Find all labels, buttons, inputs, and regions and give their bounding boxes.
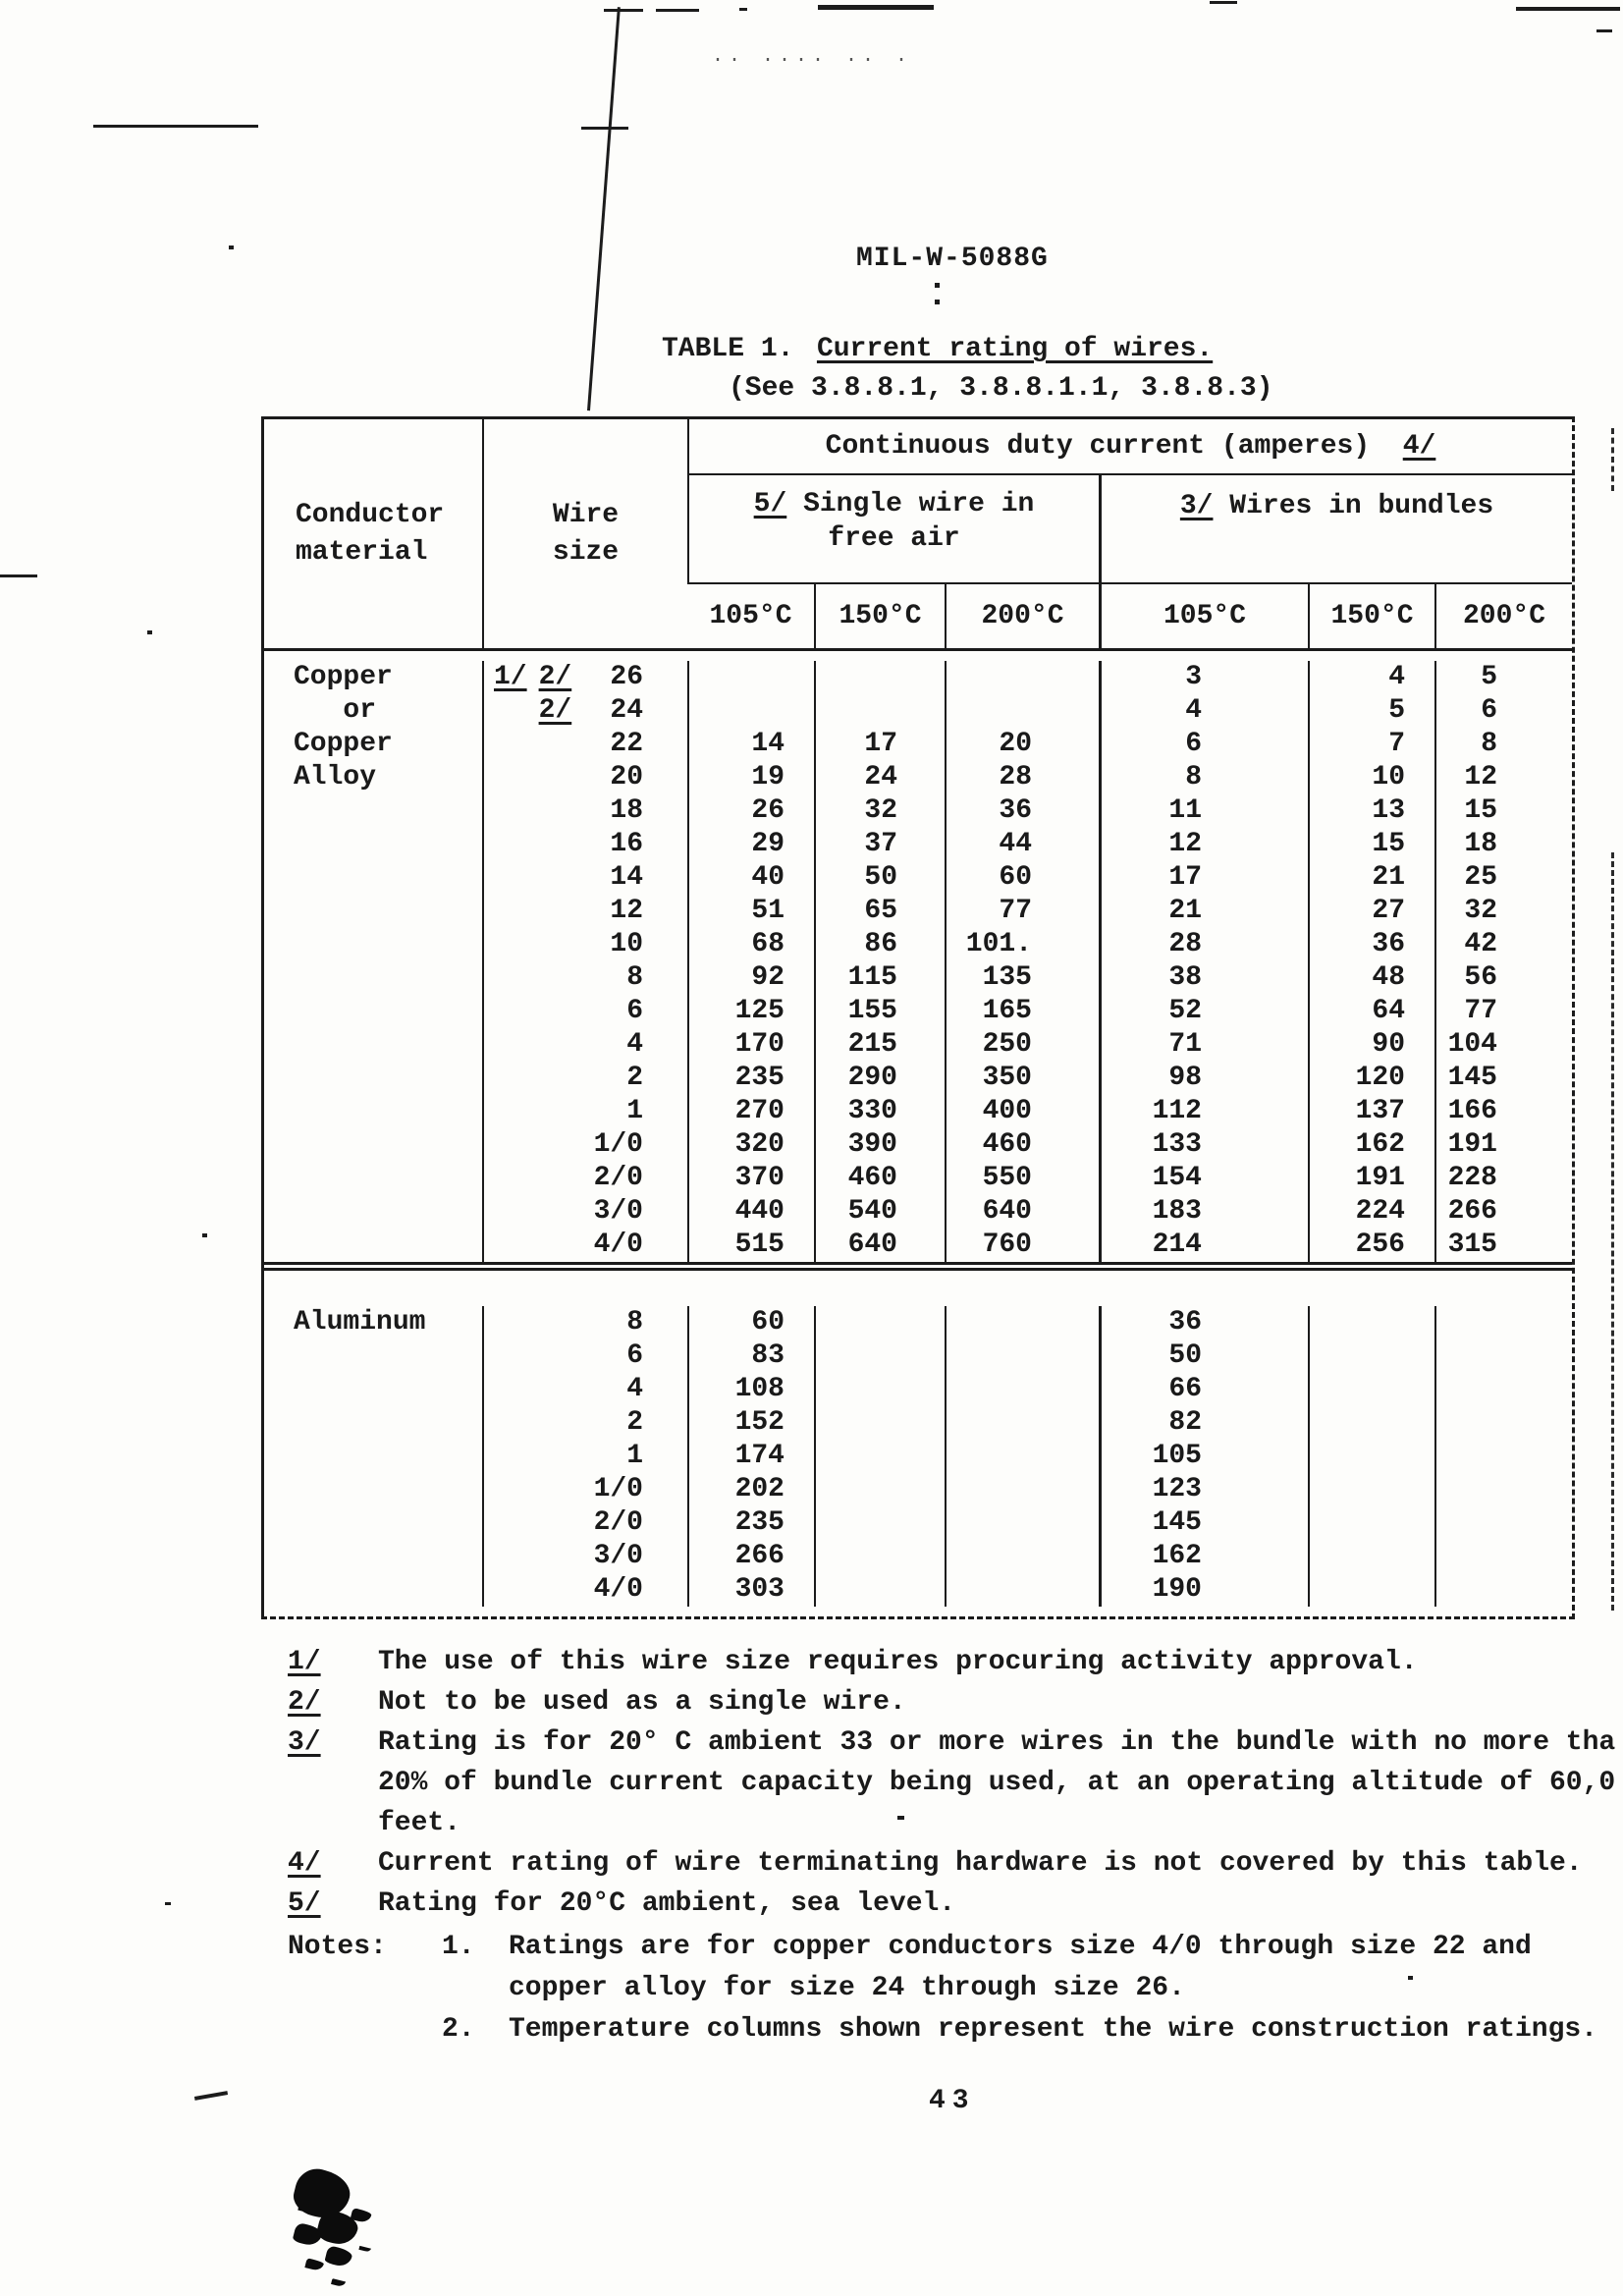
cell-wire-size: 6 — [482, 995, 687, 1028]
scan-artifact-dash — [818, 5, 934, 10]
cell-b200: 191 — [1434, 1128, 1572, 1162]
wire-size-header: Wire size — [482, 419, 687, 648]
cell-s200 — [945, 1406, 1099, 1440]
cell-b105: 21 — [1099, 895, 1308, 928]
cell-b105: 105 — [1099, 1440, 1308, 1473]
cell-s105: 40 — [687, 861, 814, 895]
scan-artifact-edge-line — [1611, 852, 1614, 1611]
cell-s105: 83 — [687, 1339, 814, 1373]
cell-s105: 235 — [687, 1062, 814, 1095]
cell-s200 — [945, 1473, 1099, 1506]
cell-b150: 4 — [1308, 661, 1434, 694]
temp-header-single-200: 200°C — [945, 584, 1099, 648]
footnote-ref-5: 5/ — [753, 489, 787, 519]
cell-s200: 60 — [945, 861, 1099, 895]
cell-b150: 120 — [1308, 1062, 1434, 1095]
note-2-line-1: Temperature columns shown represent the wire construction ratings. — [509, 2014, 1597, 2045]
notes-block — [288, 1927, 1597, 2050]
cell-b150: 48 — [1308, 961, 1434, 995]
cell-b105: 123 — [1099, 1473, 1308, 1506]
cell-b105: 66 — [1099, 1373, 1308, 1406]
footnote-text: Rating for 20°C ambient, sea level. — [378, 1888, 956, 1919]
cell-s105: 60 — [687, 1306, 814, 1339]
cell-s150: 37 — [814, 828, 945, 861]
cell-b105: 71 — [1099, 1028, 1308, 1062]
scan-artifact-dash — [1210, 1, 1237, 4]
conductor-material-header: Conductor material — [296, 499, 445, 568]
table-title — [662, 334, 1213, 364]
cell-s200: 36 — [945, 794, 1099, 828]
cell-b105: 82 — [1099, 1406, 1308, 1440]
cell-b150: 5 — [1308, 694, 1434, 728]
cell-s150 — [814, 1540, 945, 1573]
cell-b105: 38 — [1099, 961, 1308, 995]
scan-artifact-smudge: ·· ···· ·· · — [712, 49, 913, 72]
cell-s200: 550 — [945, 1162, 1099, 1195]
cell-b200 — [1434, 1440, 1572, 1473]
scan-artifact-dash — [739, 8, 747, 11]
cell-b150: 256 — [1308, 1229, 1434, 1262]
cell-s105: 174 — [687, 1440, 814, 1473]
cell-b105: 4 — [1099, 694, 1308, 728]
cell-b200: 18 — [1434, 828, 1572, 861]
cell-b200: 32 — [1434, 895, 1572, 928]
cell-wire-size: 6 — [482, 1339, 687, 1373]
cell-b105: 154 — [1099, 1162, 1308, 1195]
cell-wire-size: 8 — [482, 1306, 687, 1339]
material-line: Aluminum — [294, 1307, 426, 1338]
cell-b200: 228 — [1434, 1162, 1572, 1195]
cell-wire-size: 4/0 — [482, 1229, 687, 1262]
cell-s200 — [945, 694, 1099, 728]
cell-b200: 8 — [1434, 728, 1572, 761]
cell-s200: 760 — [945, 1229, 1099, 1262]
scan-artifact-speck — [935, 283, 940, 288]
cell-b150: 36 — [1308, 928, 1434, 961]
cell-b200: 25 — [1434, 861, 1572, 895]
wires-in-bundles-header: 3/ Wires in bundles — [1099, 475, 1572, 584]
cell-s150 — [814, 1440, 945, 1473]
cell-wire-size: 8 — [482, 961, 687, 995]
cell-b105: 12 — [1099, 828, 1308, 861]
cell-s150 — [814, 1373, 945, 1406]
single-wire-header: 5/ Single wire in free air — [687, 475, 1099, 584]
cell-b150 — [1308, 1306, 1434, 1339]
page-number: 43 — [929, 2086, 976, 2116]
cell-wire-size: 4/0 — [482, 1573, 687, 1607]
cell-b200 — [1434, 1540, 1572, 1573]
footnotes-block — [288, 1642, 1623, 1924]
cell-s105: 14 — [687, 728, 814, 761]
cell-b150: 13 — [1308, 794, 1434, 828]
cell-wire-size: 2 — [482, 1062, 687, 1095]
cell-wire-size: 1 — [482, 1095, 687, 1128]
cell-s105: 235 — [687, 1506, 814, 1540]
cell-b105: 133 — [1099, 1128, 1308, 1162]
material-label — [264, 661, 482, 1262]
cell-b200 — [1434, 1573, 1572, 1607]
scan-artifact-dash — [1516, 7, 1620, 11]
scan-artifact-edge-line — [1611, 428, 1614, 491]
cell-wire-size: 4 — [482, 1373, 687, 1406]
cell-s150: 290 — [814, 1062, 945, 1095]
temp-header-bundle-150: 150°C — [1308, 584, 1434, 648]
cell-s200: 640 — [945, 1195, 1099, 1229]
cell-s200 — [945, 661, 1099, 694]
cell-wire-size: 12 — [482, 895, 687, 928]
cell-s105: 515 — [687, 1229, 814, 1262]
cell-s105: 320 — [687, 1128, 814, 1162]
cell-s105: 51 — [687, 895, 814, 928]
cell-s150: 540 — [814, 1195, 945, 1229]
cell-b150: 10 — [1308, 761, 1434, 794]
cell-wire-size: 4 — [482, 1028, 687, 1062]
footnote-text: Not to be used as a single wire. — [378, 1687, 906, 1718]
cell-b105: 183 — [1099, 1195, 1308, 1229]
cell-s200 — [945, 1440, 1099, 1473]
cell-b200 — [1434, 1339, 1572, 1373]
cell-wire-size: 20 — [482, 761, 687, 794]
cell-b200: 56 — [1434, 961, 1572, 995]
scan-artifact-speck — [935, 300, 940, 304]
cell-s150 — [814, 1306, 945, 1339]
cell-b200 — [1434, 1306, 1572, 1339]
scan-artifact-dash — [604, 9, 643, 12]
current-rating-table — [261, 416, 1575, 1619]
cell-b200: 166 — [1434, 1095, 1572, 1128]
cell-s150: 17 — [814, 728, 945, 761]
wire-size-footnote-refs: 2/ — [538, 695, 572, 726]
cell-wire-size: 10 — [482, 928, 687, 961]
cell-s150 — [814, 1406, 945, 1440]
cell-s200: 101. — [945, 928, 1099, 961]
cell-wire-size: 2/0 — [482, 1506, 687, 1540]
footnote-text: Rating is for 20° C ambient 33 or more wires in the bundle with no more tha 20% of bundle current capacity being used, at an operating altitude of 60,0 feet. — [378, 1727, 1616, 1838]
material-line: Copper — [294, 662, 393, 692]
cell-b150: 64 — [1308, 995, 1434, 1028]
cell-s150: 330 — [814, 1095, 945, 1128]
scan-artifact-dash — [581, 127, 628, 130]
cell-wire-size: 2 — [482, 1406, 687, 1440]
scan-artifact-speck — [202, 1233, 207, 1237]
cell-s150: 86 — [814, 928, 945, 961]
cell-b200 — [1434, 1406, 1572, 1440]
cell-b105: 36 — [1099, 1306, 1308, 1339]
scan-artifact-speck — [229, 246, 234, 249]
temp-header-single-105: 105°C — [709, 601, 792, 631]
cell-b150 — [1308, 1440, 1434, 1473]
cell-s200 — [945, 1506, 1099, 1540]
material-label — [264, 1306, 482, 1607]
cell-s200 — [945, 1373, 1099, 1406]
cell-wire-size: 1 — [482, 1440, 687, 1473]
cell-b105: 50 — [1099, 1339, 1308, 1373]
copper-section — [264, 651, 1572, 1271]
cell-b105: 214 — [1099, 1229, 1308, 1262]
cell-b150 — [1308, 1573, 1434, 1607]
cell-s200 — [945, 1339, 1099, 1373]
cell-b200 — [1434, 1506, 1572, 1540]
aluminum-section — [264, 1271, 1572, 1616]
footnote-label: 4/ — [288, 1848, 321, 1879]
cell-s105: 440 — [687, 1195, 814, 1229]
cell-s105: 170 — [687, 1028, 814, 1062]
cell-s105: 26 — [687, 794, 814, 828]
cell-b200: 266 — [1434, 1195, 1572, 1229]
cell-s200: 250 — [945, 1028, 1099, 1062]
cell-s105 — [687, 694, 814, 728]
footnote — [288, 1722, 1623, 1843]
footnote — [288, 1682, 1623, 1722]
cell-s200 — [945, 1573, 1099, 1607]
cell-s105: 68 — [687, 928, 814, 961]
cell-wire-size: 3/0 — [482, 1540, 687, 1573]
footnote-text: Current rating of wire terminating hardware is not covered by this table. — [378, 1848, 1583, 1879]
material-line: or — [343, 695, 377, 726]
table-title-text: Current rating of wires. — [816, 334, 1214, 364]
cell-s200: 400 — [945, 1095, 1099, 1128]
cell-b105: 190 — [1099, 1573, 1308, 1607]
cell-b200 — [1434, 1473, 1572, 1506]
table-subtitle: (See 3.8.8.1, 3.8.8.1.1, 3.8.8.3) — [729, 373, 1273, 404]
cell-b150 — [1308, 1373, 1434, 1406]
footnote — [288, 1884, 1623, 1924]
scan-artifact-diagonal-line — [587, 7, 620, 410]
cell-wire-size: 2/0 — [482, 1162, 687, 1195]
cell-b150 — [1308, 1540, 1434, 1573]
cell-s105: 270 — [687, 1095, 814, 1128]
cell-s200: 350 — [945, 1062, 1099, 1095]
cell-s105: 92 — [687, 961, 814, 995]
cell-wire-size: 16 — [482, 828, 687, 861]
cell-s150: 50 — [814, 861, 945, 895]
cell-b150: 162 — [1308, 1128, 1434, 1162]
footnote-label: 1/ — [288, 1647, 321, 1677]
cell-s105: 125 — [687, 995, 814, 1028]
cell-b150 — [1308, 1473, 1434, 1506]
cell-s105: 303 — [687, 1573, 814, 1607]
cell-wire-size: 14 — [482, 861, 687, 895]
cell-b150: 7 — [1308, 728, 1434, 761]
cell-s200: 460 — [945, 1128, 1099, 1162]
cell-b105: 3 — [1099, 661, 1308, 694]
cell-b150: 27 — [1308, 895, 1434, 928]
material-line: Alloy — [294, 762, 377, 793]
cell-b200: 42 — [1434, 928, 1572, 961]
cell-b200 — [1434, 1373, 1572, 1406]
cell-b105: 52 — [1099, 995, 1308, 1028]
cell-s150 — [814, 1506, 945, 1540]
cell-b150: 137 — [1308, 1095, 1434, 1128]
cell-b150: 90 — [1308, 1028, 1434, 1062]
cell-s150: 32 — [814, 794, 945, 828]
footnote-ref-4: 4/ — [1402, 431, 1436, 462]
cell-b150: 21 — [1308, 861, 1434, 895]
cell-b105: 112 — [1099, 1095, 1308, 1128]
cell-s105: 370 — [687, 1162, 814, 1195]
cell-wire-size: 18 — [482, 794, 687, 828]
cell-s105: 29 — [687, 828, 814, 861]
footnote-label: 2/ — [288, 1687, 321, 1718]
cell-b105: 145 — [1099, 1506, 1308, 1540]
scan-artifact-dash — [0, 574, 37, 577]
cell-b105: 28 — [1099, 928, 1308, 961]
cell-b200: 315 — [1434, 1229, 1572, 1262]
cell-wire-size: 1/0 — [482, 1128, 687, 1162]
table-header — [264, 419, 1572, 651]
cell-s105 — [687, 661, 814, 694]
cell-s150 — [814, 1573, 945, 1607]
cell-s150: 65 — [814, 895, 945, 928]
temp-header-single-150: 150°C — [814, 584, 945, 648]
cell-s150: 640 — [814, 1229, 945, 1262]
footnote-label: 3/ — [288, 1727, 321, 1758]
cell-s200: 28 — [945, 761, 1099, 794]
cell-s105: 202 — [687, 1473, 814, 1506]
scan-artifact-speck — [165, 1902, 171, 1905]
cell-wire-size: 2/ 24 — [482, 694, 687, 728]
cell-b105: 8 — [1099, 761, 1308, 794]
cell-wire-size: 1/ 2/ 26 — [482, 661, 687, 694]
cell-s200: 20 — [945, 728, 1099, 761]
cell-s150: 24 — [814, 761, 945, 794]
cell-b200: 145 — [1434, 1062, 1572, 1095]
cell-b150 — [1308, 1339, 1434, 1373]
footnote — [288, 1642, 1623, 1682]
cell-s105: 108 — [687, 1373, 814, 1406]
cell-s150 — [814, 1339, 945, 1373]
cell-b105: 162 — [1099, 1540, 1308, 1573]
cell-b105: 11 — [1099, 794, 1308, 828]
cell-b150: 15 — [1308, 828, 1434, 861]
scan-artifact-dash — [1596, 29, 1612, 32]
scan-artifact-speck — [147, 630, 152, 634]
cell-s150 — [814, 694, 945, 728]
footnote-text: The use of this wire size requires procuring activity approval. — [378, 1647, 1418, 1677]
notes-label: Notes: — [288, 1932, 387, 1962]
cell-b200: 77 — [1434, 995, 1572, 1028]
footnote — [288, 1843, 1623, 1884]
scan-artifact-dash — [93, 125, 258, 128]
cell-s150: 115 — [814, 961, 945, 995]
cell-s150 — [814, 661, 945, 694]
cell-s200: 135 — [945, 961, 1099, 995]
cell-s200: 77 — [945, 895, 1099, 928]
cell-wire-size: 3/0 — [482, 1195, 687, 1229]
cell-s150: 155 — [814, 995, 945, 1028]
scan-artifact-ink-blob — [290, 2164, 354, 2223]
wire-size-footnote-refs: 1/ 2/ — [494, 662, 572, 692]
cell-s150 — [814, 1473, 945, 1506]
cell-b105: 98 — [1099, 1062, 1308, 1095]
cell-b150 — [1308, 1506, 1434, 1540]
material-line: Copper — [294, 729, 393, 759]
scan-artifact-dash — [194, 2091, 228, 2101]
cell-wire-size: 22 — [482, 728, 687, 761]
temp-header-bundle-200: 200°C — [1434, 584, 1572, 648]
cell-b150: 224 — [1308, 1195, 1434, 1229]
cell-b150 — [1308, 1406, 1434, 1440]
footnote-ref-3: 3/ — [1179, 491, 1214, 521]
cell-s105: 266 — [687, 1540, 814, 1573]
document-number: MIL-W-5088G — [856, 244, 1049, 274]
cell-s105: 19 — [687, 761, 814, 794]
cell-s200 — [945, 1306, 1099, 1339]
cell-s200: 165 — [945, 995, 1099, 1028]
cell-b200: 5 — [1434, 661, 1572, 694]
cell-b200: 104 — [1434, 1028, 1572, 1062]
cell-b200: 6 — [1434, 694, 1572, 728]
note-1-number: 1. — [442, 1932, 475, 1962]
cell-b200: 15 — [1434, 794, 1572, 828]
cell-s150: 460 — [814, 1162, 945, 1195]
cell-b105: 6 — [1099, 728, 1308, 761]
continuous-duty-header: Continuous duty current (amperes) 4/ — [687, 419, 1572, 475]
temp-header-bundle-105: 105°C — [1099, 584, 1308, 648]
cell-b150: 191 — [1308, 1162, 1434, 1195]
cell-s150: 390 — [814, 1128, 945, 1162]
scan-artifact-dash — [656, 9, 699, 12]
cell-b200: 12 — [1434, 761, 1572, 794]
cell-s200: 44 — [945, 828, 1099, 861]
cell-s150: 215 — [814, 1028, 945, 1062]
cell-s200 — [945, 1540, 1099, 1573]
table-label: TABLE 1. — [662, 334, 794, 364]
note-1-line-2: copper alloy for size 24 through size 26. — [509, 1973, 1185, 2003]
note-1-line-1: Ratings are for copper conductors size 4/0 through size 22 and — [509, 1932, 1532, 1962]
cell-wire-size: 1/0 — [482, 1473, 687, 1506]
note-2-number: 2. — [442, 2014, 475, 2045]
cell-b105: 17 — [1099, 861, 1308, 895]
footnote-label: 5/ — [288, 1888, 321, 1919]
cell-s105: 152 — [687, 1406, 814, 1440]
